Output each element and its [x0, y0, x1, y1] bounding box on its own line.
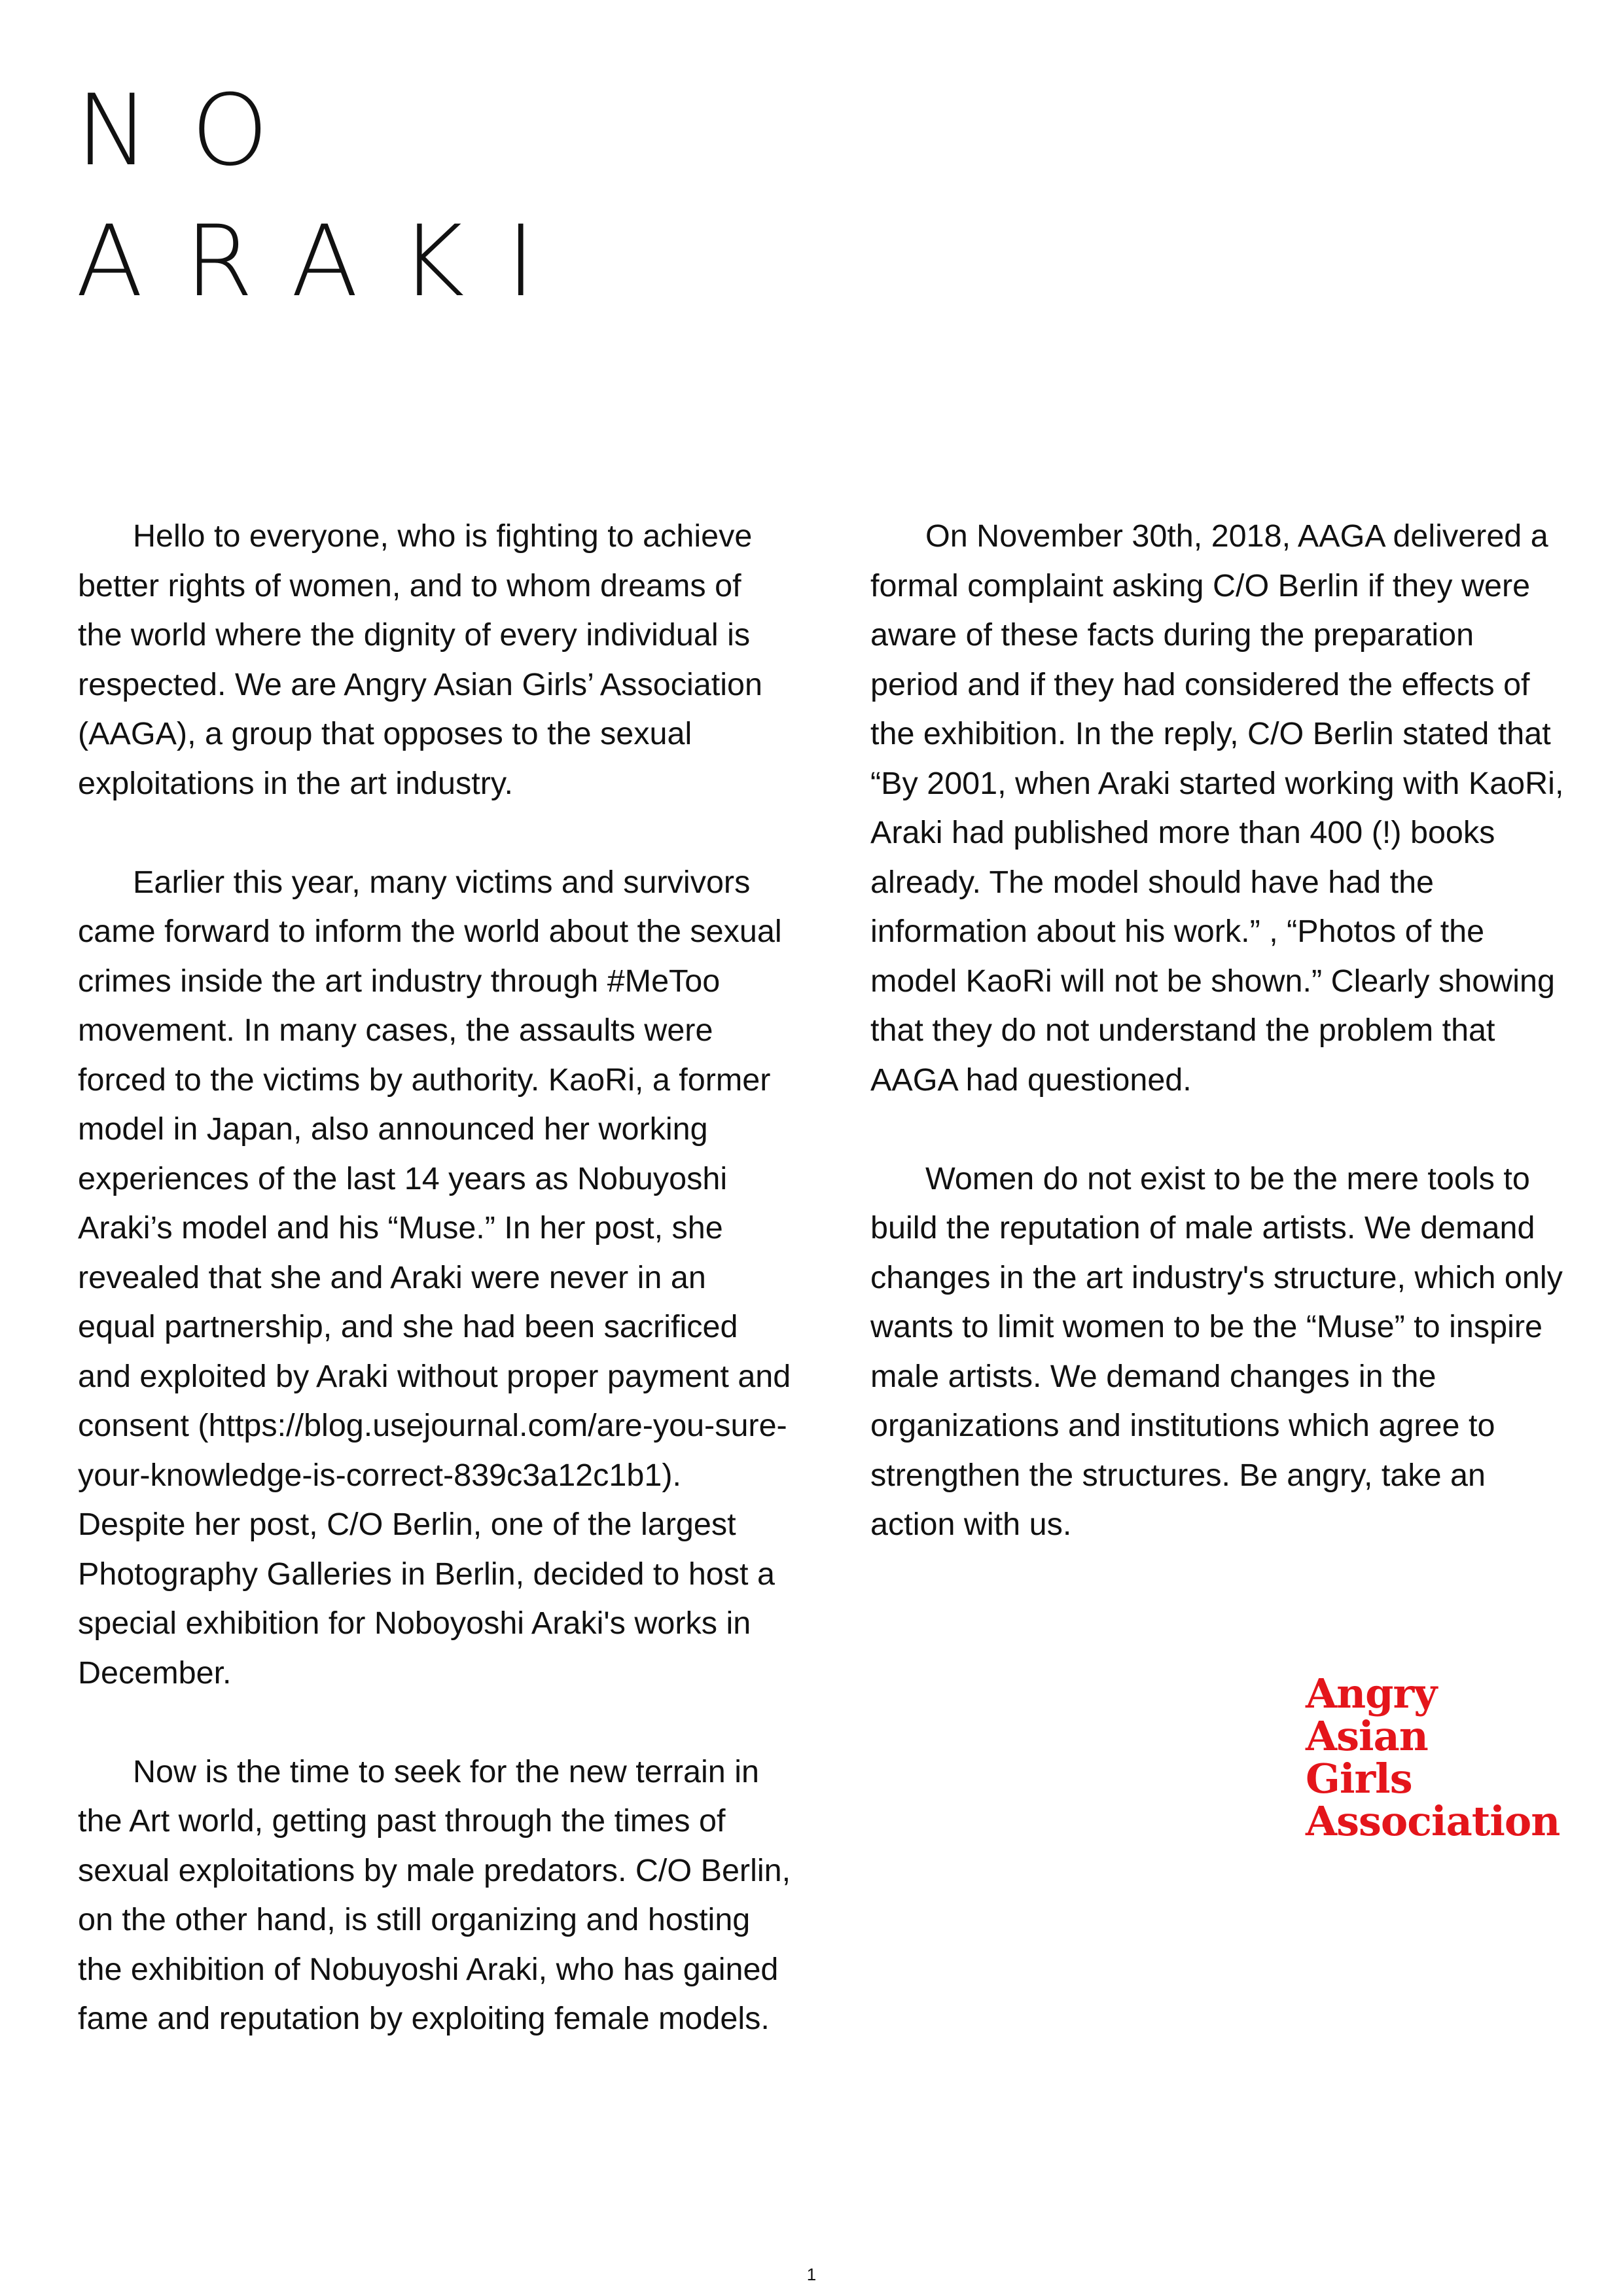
paragraph-intro: Hello to everyone, who is fighting to achieve better rights of women, and to whom dreams of the world where the dignity of every individual is respected. We are Angry Asian Girls’ Association (AAGA), a group that opposes to the sexual exploitations in the art industry.: [78, 518, 762, 801]
logo-line-1: Angry: [1306, 1670, 1437, 1717]
logo-line-4: Association: [1306, 1797, 1560, 1845]
title-line-1: NO: [76, 74, 311, 188]
logo-line-2: Asian: [1306, 1712, 1428, 1760]
paragraph-new-terrain: Now is the time to seek for the new terrain in the Art world, getting past through the times of sexual exploitations by male predators. C/O Berlin, on the other hand, is still organizing and hosting the exhibition of Nobuyoshi Araki, who has gained fame and reputation by exploiting female models.: [78, 1753, 791, 2036]
title-line-2: ARAKI: [76, 205, 577, 319]
paragraph-complaint: On November 30th, 2018, AAGA delivered a formal complaint asking C/O Berlin if they were aware of these facts during the preparation period and if they had considered the effects of the exhibition. In the reply, C/O Berlin stated that “By 2001, when Araki started working with KaoRi, Araki had published more than 400 (!) books already. The model should have had the information about his work.” , “Photos of the model KaoRi will not be shown.” Clearly showing that they do not understand the problem that AAGA had questioned.: [870, 518, 1564, 1098]
paragraph-metoo: Earlier this year, many victims and survivors came forward to inform the world about the sexual crimes inside the art industry through #MeToo movement. In many cases, the assaults were forced to the victims by authority. KaoRi, a former model in Japan, also announced her working experiences of the last 14 years as Nobuyoshi Araki’s model and his “Muse.” In her post, she revealed that she and Araki were never in an equal partnership, and she had been sacrificed and exploited by Araki without proper payment and consent (https://blog.usejournal.com/are-you-sure-your-knowledge-is-correct-839c3a12c1b1). Despite her post, C/O Berlin, one of the largest Photography Galleries in Berlin, decided to host a special exhibition for Noboyoshi Araki's works in December.: [78, 864, 791, 1691]
paragraph-demand: Women do not exist to be the mere tools to build the reputation of male artists. We demand changes in the art industry's structure, which only wants to limit women to be the “Muse” to inspire male artists. We demand changes in the organizations and institutions which agree to strengthen the structures. Be angry, take an action with us.: [870, 1160, 1563, 1542]
page-number: 1: [806, 2265, 817, 2284]
aaga-logo: [1306, 1670, 1560, 1845]
right-column: [870, 512, 1571, 1550]
left-column: [78, 512, 791, 2044]
logo-line-3: Girls: [1306, 1755, 1412, 1803]
document-title: [76, 65, 577, 327]
